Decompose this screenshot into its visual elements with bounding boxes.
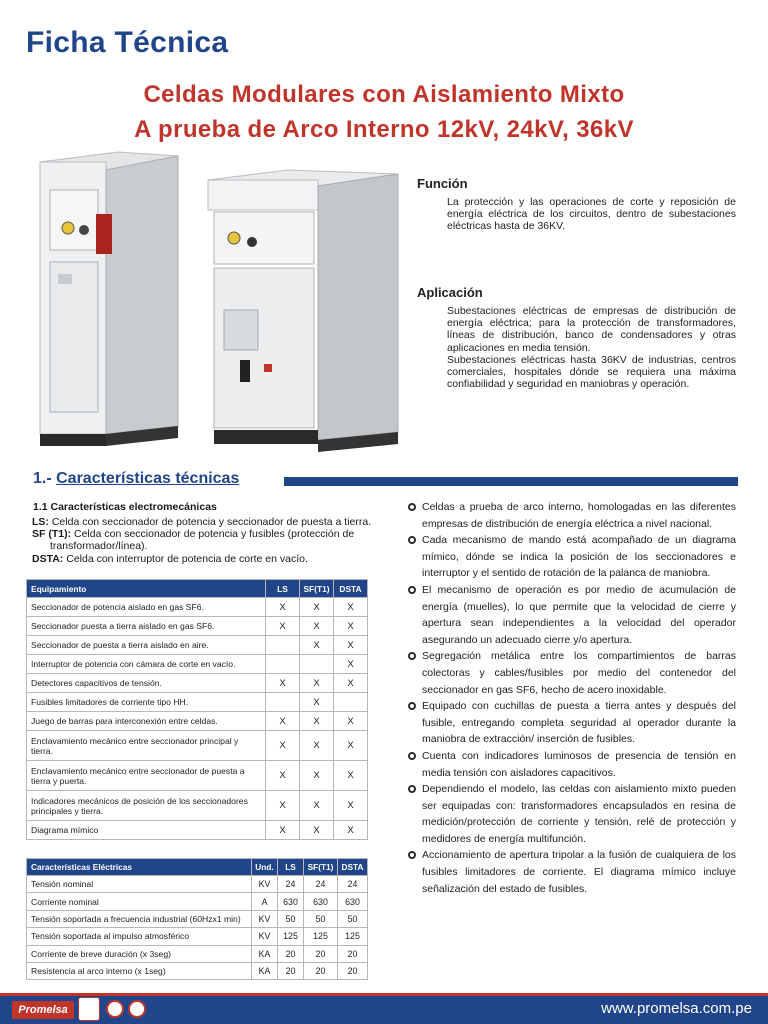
definition-key: DSTA: — [32, 552, 64, 565]
list-item-text: Accionamiento de apertura tripolar a la fusión de cualquiera de los fusibles limitadores de corriente. El diagrama mímico incluye señalización del estado de fusibles. — [422, 849, 736, 895]
table-cell: X — [266, 731, 300, 761]
section-number: 1.- — [33, 470, 52, 487]
column-header: DSTA — [334, 580, 368, 598]
table-cell — [266, 693, 300, 712]
list-item — [406, 847, 736, 897]
table-cell: X — [266, 674, 300, 693]
table-cell: Enclavamiento mecánico entre seccionador de puesta a tierra y puerta. — [27, 761, 266, 791]
table-cell: 20 — [278, 962, 304, 979]
table-cell: X — [334, 598, 368, 617]
table-cell: Seccionador de puesta a tierra aislado en aire. — [27, 636, 266, 655]
section-title: Características técnicas — [56, 470, 240, 487]
table-cell: Juego de barras para interconexión entre celdas. — [27, 712, 266, 731]
subtitle-line-2: A prueba de Arco Interno 12kV, 24kV, 36kV — [134, 116, 634, 143]
switchgear-photo — [38, 150, 410, 460]
table-cell: 125 — [278, 928, 304, 945]
table-cell: X — [334, 655, 368, 674]
table-cell: X — [266, 761, 300, 791]
column-header: DSTA — [338, 859, 368, 876]
table-row — [27, 674, 368, 693]
table-cell: 630 — [338, 893, 368, 910]
table-cell: 20 — [338, 945, 368, 962]
column-header: Equipamiento — [27, 580, 266, 598]
table-cell: 50 — [278, 910, 304, 927]
bullet-icon — [408, 536, 416, 544]
certification-badge-icon — [128, 1000, 146, 1018]
table-row — [27, 731, 368, 761]
bullet-icon — [408, 785, 416, 793]
list-item-text: Dependiendo el modelo, las celdas con aislamiento mixto pueden ser equipadas con: transformadores encapsulados en resina de medición/protección de corriente y tensión, relé de protección y medidores de energía multifunción. — [422, 783, 736, 845]
table-cell: 20 — [304, 945, 338, 962]
table-cell: Interruptor de potencia con cámara de corte en vacío. — [27, 655, 266, 674]
table-cell: X — [300, 617, 334, 636]
table-row — [27, 636, 368, 655]
table-cell: X — [334, 712, 368, 731]
list-item-text: El mecanismo de operación es por medio de acumulación de energía (muelles), lo que permite que la velocidad de cierre y apertura sean independientes a la velocidad del operador asegurando un adecuado cierre y/o apertura. — [422, 583, 736, 646]
table-cell: Resistencia al arco interno (x 1seg) — [27, 962, 252, 979]
aplicacion-paragraph-1: Subestaciones eléctricas de empresas de distribución de energía eléctrica; para la protección de transformadores, líneas de distribución, banco de condensadores y otras aplicaciones en media tensión. — [447, 305, 736, 354]
aplicacion-text — [447, 305, 736, 390]
list-item-text: Cada mecanismo de mando está acompañado de un diagrama mímico, dónde se indica la posición de los seccionadores e interruptor y el sentido de rotación de la palanca de maniobra. — [422, 534, 736, 580]
table-cell: 20 — [304, 962, 338, 979]
bullet-icon — [408, 752, 416, 760]
right-cabinet-image — [208, 170, 398, 452]
company-emblem-icon — [78, 997, 100, 1021]
subtitle-line-1: Celdas Modulares con Aislamiento Mixto — [143, 81, 625, 108]
table-cell: Tensión soportada al impulso atmosférico — [27, 928, 252, 945]
table-cell: 50 — [304, 910, 338, 927]
table-cell — [266, 655, 300, 674]
table-cell: Enclavamiento mecánico entre seccionador principal y tierra. — [27, 731, 266, 761]
table-cell: 630 — [278, 893, 304, 910]
definition-key: LS: — [32, 516, 49, 528]
table-cell — [266, 636, 300, 655]
definition-text: Celda con seccionador de potencia y fusibles (protección de transformador/línea). — [50, 528, 355, 553]
table-cell: Indicadores mecánicos de posición de los seccionadores principales y tierra. — [27, 791, 266, 821]
list-item — [406, 748, 736, 781]
list-item — [406, 582, 736, 648]
table-header-row — [27, 580, 368, 598]
table-cell: X — [334, 761, 368, 791]
column-header: SF(T1) — [300, 580, 334, 598]
table-cell: 24 — [304, 876, 338, 893]
list-item-text: Equipado con cuchillas de puesta a tierra antes y después del fusible, entregando completa seguridad al operador durante la maniobra de extracción/ inserción de fusibles. — [422, 700, 736, 746]
column-header: Características Eléctricas — [27, 859, 252, 876]
list-item — [406, 499, 736, 532]
table-cell: 125 — [338, 928, 368, 945]
table-cell: 20 — [338, 962, 368, 979]
table-cell: X — [300, 791, 334, 821]
table-cell: X — [266, 821, 300, 840]
list-item-text: Cuenta con indicadores luminosos de presencia de tensión en media tensión con aisladores capacitivos. — [422, 749, 736, 779]
table-cell: X — [334, 636, 368, 655]
table-cell: X — [300, 636, 334, 655]
table-cell — [334, 693, 368, 712]
table-row — [27, 910, 368, 927]
table-cell: X — [300, 674, 334, 693]
table-cell: A — [252, 893, 278, 910]
definition-key: SF (T1): — [32, 528, 72, 541]
column-header: SF(T1) — [304, 859, 338, 876]
table-row — [27, 791, 368, 821]
list-item-text: Celdas a prueba de arco interno, homologadas en las diferentes empresas de distribución de energía eléctrica a nivel nacional. — [422, 501, 736, 530]
section-heading — [33, 470, 239, 488]
bullet-icon — [408, 702, 416, 710]
cell-type-definitions — [32, 516, 372, 565]
table-cell: KV — [252, 910, 278, 927]
equipment-table — [26, 579, 368, 840]
table-cell: Tensión soportada a frecuencia industrial (60Hzx1 min) — [27, 910, 252, 927]
definition-sf — [32, 528, 372, 552]
column-header: LS — [266, 580, 300, 598]
table-cell: 50 — [338, 910, 368, 927]
table-row — [27, 893, 368, 910]
table-row — [27, 928, 368, 945]
table-cell: X — [334, 617, 368, 636]
promelsa-logo: Promelsa — [12, 1001, 74, 1019]
list-item — [406, 648, 736, 698]
table-row — [27, 598, 368, 617]
list-item — [406, 532, 736, 582]
table-cell: KA — [252, 962, 278, 979]
left-cabinet-image — [40, 152, 178, 446]
column-header: Und. — [252, 859, 278, 876]
bullet-icon — [408, 503, 416, 511]
table-row — [27, 712, 368, 731]
table-row — [27, 962, 368, 979]
table-cell: Seccionador puesta a tierra aislado en gas SF6. — [27, 617, 266, 636]
aplicacion-heading: Aplicación — [417, 285, 483, 300]
table-cell: X — [300, 731, 334, 761]
aplicacion-paragraph-2: Subestaciones eléctricas hasta 36KV de industrias, centros comerciales, hospitales dónde se requiera una máxima confiabilidad y seguridad en maniobras y operación. — [447, 353, 736, 391]
table-row — [27, 693, 368, 712]
table-cell: X — [300, 712, 334, 731]
bullet-icon — [408, 586, 416, 594]
feature-list — [406, 499, 736, 897]
definition-text: Celda con seccionador de potencia y seccionador de puesta a tierra. — [51, 516, 372, 528]
table-cell: 24 — [338, 876, 368, 893]
table-header-row — [27, 859, 368, 876]
list-item — [406, 781, 736, 847]
table-cell: Diagrama mímico — [27, 821, 266, 840]
subsection-heading: 1.1 Características electromecánicas — [33, 501, 217, 513]
table-cell: X — [334, 821, 368, 840]
column-header: LS — [278, 859, 304, 876]
electrical-table — [26, 858, 368, 980]
table-cell: X — [266, 598, 300, 617]
definition-ls — [32, 516, 372, 528]
definition-dsta — [32, 553, 372, 565]
table-cell: 20 — [278, 945, 304, 962]
table-cell: KV — [252, 928, 278, 945]
table-cell: Tensión nominal — [27, 876, 252, 893]
table-cell: Fusibles limitadores de corriente tipo HH. — [27, 693, 266, 712]
website-link[interactable]: www.promelsa.com.pe — [601, 1000, 752, 1017]
funcion-text: La protección y las operaciones de corte y reposición de energía eléctrica de los circuitos, dentro de subestaciones eléctricas hasta de 36KV. — [447, 196, 736, 233]
table-cell: Corriente nominal — [27, 893, 252, 910]
section-divider-bar — [284, 477, 738, 486]
table-cell: Corriente de breve duración (x 3seg) — [27, 945, 252, 962]
table-cell: X — [300, 821, 334, 840]
table-cell: X — [266, 791, 300, 821]
table-cell: Seccionador de potencia aislado en gas SF6. — [27, 598, 266, 617]
table-cell: X — [300, 761, 334, 791]
table-cell: X — [300, 598, 334, 617]
table-cell: X — [266, 712, 300, 731]
list-item-text: Segregación metálica entre los compartimientos de barras colectoras y cables/fusibles por medio del contenedor del seccionador en gas SF6, hecho de acero inoxidable. — [422, 650, 736, 696]
bullet-icon — [408, 851, 416, 859]
page-title: Ficha Técnica — [26, 26, 229, 59]
table-cell: X — [334, 731, 368, 761]
table-row — [27, 761, 368, 791]
table-row — [27, 617, 368, 636]
table-cell: 24 — [278, 876, 304, 893]
table-row — [27, 821, 368, 840]
table-cell — [300, 655, 334, 674]
table-row — [27, 876, 368, 893]
definition-text: Celda con interruptor de potencia de corte en vacío. — [66, 552, 308, 565]
certification-badge-icon — [106, 1000, 124, 1018]
table-cell: KV — [252, 876, 278, 893]
table-cell: X — [334, 791, 368, 821]
table-cell: Detectores capacitivos de tensión. — [27, 674, 266, 693]
table-row — [27, 655, 368, 674]
table-cell: 125 — [304, 928, 338, 945]
table-cell: KA — [252, 945, 278, 962]
table-cell: X — [266, 617, 300, 636]
funcion-heading: Función — [417, 176, 468, 191]
list-item — [406, 698, 736, 748]
table-cell: X — [334, 674, 368, 693]
table-row — [27, 945, 368, 962]
table-cell: X — [300, 693, 334, 712]
table-cell: 630 — [304, 893, 338, 910]
bullet-icon — [408, 652, 416, 660]
